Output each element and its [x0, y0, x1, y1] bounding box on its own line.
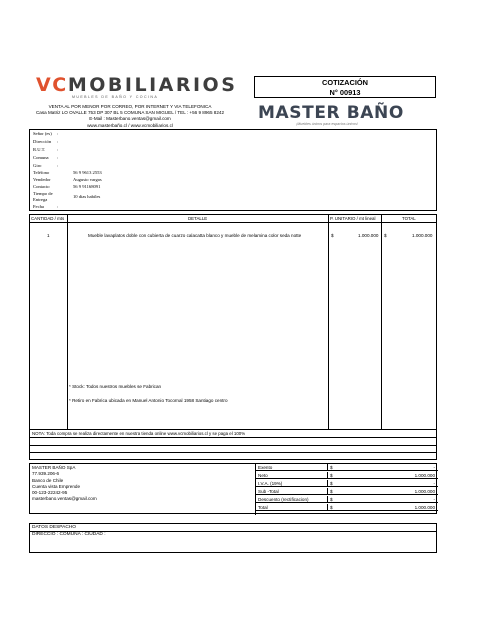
client-row — [33, 170, 102, 175]
store-line: Casa Matriz LO OVALLE 753 DP 307 BL 5 COMUNA SAN MIGUEL / TEL : +56 9 8965 8242 — [35, 110, 225, 116]
client-label: Dirección — [33, 139, 52, 144]
store-line: VENTA AL POR MENOR POR CORREO, POR INTERNET Y VIA TELEFONICA — [48, 104, 212, 109]
item-total-currency: $ — [384, 233, 387, 238]
client-label: R.U.T. — [33, 147, 46, 152]
totals-row: Total $ 1.000.000 — [256, 504, 438, 511]
col-header-qty: CANTIDAD / mts — [31, 216, 65, 221]
totals-row: Neto $ 1.000.000 — [256, 472, 438, 479]
client-row: Fecha : — [33, 204, 59, 209]
client-label: Teléfono — [33, 170, 50, 175]
client-value: 56 9 9613 2553 — [73, 170, 102, 175]
quote-title: COTIZACIÓN — [322, 78, 368, 87]
client-row — [33, 191, 53, 196]
items-table — [29, 214, 437, 430]
store-line: www.masterbaño.cl / www.vcmobiliarios.cl — [87, 122, 173, 128]
totals-row: Descuento (rectificacion) $ - — [256, 496, 438, 503]
dispatch-box — [29, 523, 437, 553]
note-row — [29, 430, 437, 438]
client-label: Giro — [33, 163, 42, 168]
item-qty: 1 — [47, 233, 50, 238]
item-unit-price: 1.000.000 — [358, 233, 379, 238]
totals-row: Exento $ - — [256, 464, 438, 471]
client-row: R.U.T. : — [33, 147, 59, 152]
store-line: E-Mail : Masterbano.ventas@gmail.com — [89, 116, 171, 122]
totals-amount: 1.000.000 — [414, 489, 435, 494]
vcmobiliarios-logo — [36, 74, 237, 96]
client-label: Fecha — [33, 204, 44, 209]
client-label: Señor (es) — [33, 131, 52, 136]
logo-main: MOBILIARIOS — [67, 74, 238, 96]
client-row: Comuna : — [33, 155, 59, 160]
client-value: Augusto vargas — [73, 177, 102, 182]
brand-tagline: ¡Muebles únicos para espacios únicos! — [296, 122, 358, 126]
company-line: masterbano.ventas@gmail.com — [32, 496, 97, 502]
totals-label: Descuento (rectificacion) — [258, 497, 309, 502]
company-line: MASTER BAÑO SpA — [32, 465, 76, 470]
client-row — [33, 184, 101, 189]
company-line: 77.939.206-6 — [32, 471, 60, 477]
item-detail: Mueble lavaplatos doble con cubierta de cuarzo calacatta blanco y mueble de melamina color seda notte — [88, 233, 302, 238]
totals-table — [255, 464, 438, 515]
totals-amount: - — [433, 481, 435, 486]
totals-label: Total — [258, 505, 268, 510]
client-label: Tiempo de — [33, 191, 53, 196]
quote-number: N° 00913 — [329, 88, 361, 97]
client-row — [33, 177, 102, 182]
totals-amount: - — [433, 465, 435, 470]
totals-amount: 1.000.000 — [414, 473, 435, 478]
blank-rows — [29, 438, 437, 460]
dispatch-title: DATOS DESPACHO — [32, 525, 76, 530]
quote-box — [254, 76, 436, 98]
item-total: 1.000.000 — [412, 233, 433, 238]
logo-accent: VC — [36, 74, 68, 96]
totals-amount: - — [433, 497, 435, 502]
client-row: Señor (es) : — [33, 131, 59, 136]
totals-label: I.V.A. (19%) — [258, 481, 283, 486]
client-row: Dirección : — [33, 139, 59, 144]
client-info-box — [29, 129, 437, 211]
client-label: Contacto — [33, 184, 50, 189]
client-label: Comuna — [33, 155, 49, 160]
store-info — [14, 104, 246, 129]
dispatch-fields: DIRECCIO : COMUNA : CIUDAD : — [32, 531, 106, 537]
logo-subtitle: MUEBLES DE BAÑO Y COCINA — [72, 95, 159, 99]
item-note: * Stock: Todos nuestros muebles se Fabrican — [69, 384, 162, 389]
client-value: 56 9 91168091 — [73, 184, 101, 189]
client-value: 10 dias habiles — [73, 194, 101, 199]
company-totals-box — [29, 463, 437, 514]
item-note: * Retiro en Fabrica ubicada en Manuel Antonio Tocornal 1958 Santiago centro — [69, 398, 228, 403]
company-line: Cuenta vista Emprende — [32, 483, 81, 489]
company-line: 00-123-22242-95 — [32, 490, 68, 496]
totals-amount: 1.000.000 — [414, 505, 435, 510]
col-header-unit-price: P. UNITARIO / mt lineal — [330, 216, 376, 221]
company-line: Banco de Chile — [32, 477, 64, 483]
master-bano-logo: MASTER BAÑO — [258, 103, 404, 123]
client-row: Giro : — [33, 163, 59, 168]
totals-row: I.V.A. (19%) $ - — [256, 480, 438, 487]
totals-label: Neto — [258, 473, 268, 478]
client-label: Vendedor — [33, 177, 51, 182]
item-unit-currency: $ — [331, 233, 334, 238]
totals-row: Sub -Total $ 1.000.000 — [256, 488, 438, 495]
totals-label: Exento — [258, 465, 273, 470]
note-text: NOTA: Toda compra se realiza directamente en nuestra tienda online www.vcmobiliarios.cl y se paga el 100% — [32, 431, 246, 436]
client-label: Entrega — [33, 197, 48, 202]
totals-label: Sub -Total — [258, 489, 279, 494]
client-row — [33, 194, 101, 202]
col-header-detail: DETALLE — [188, 216, 208, 221]
company-info — [32, 465, 97, 503]
col-header-total: TOTAL — [402, 216, 416, 221]
